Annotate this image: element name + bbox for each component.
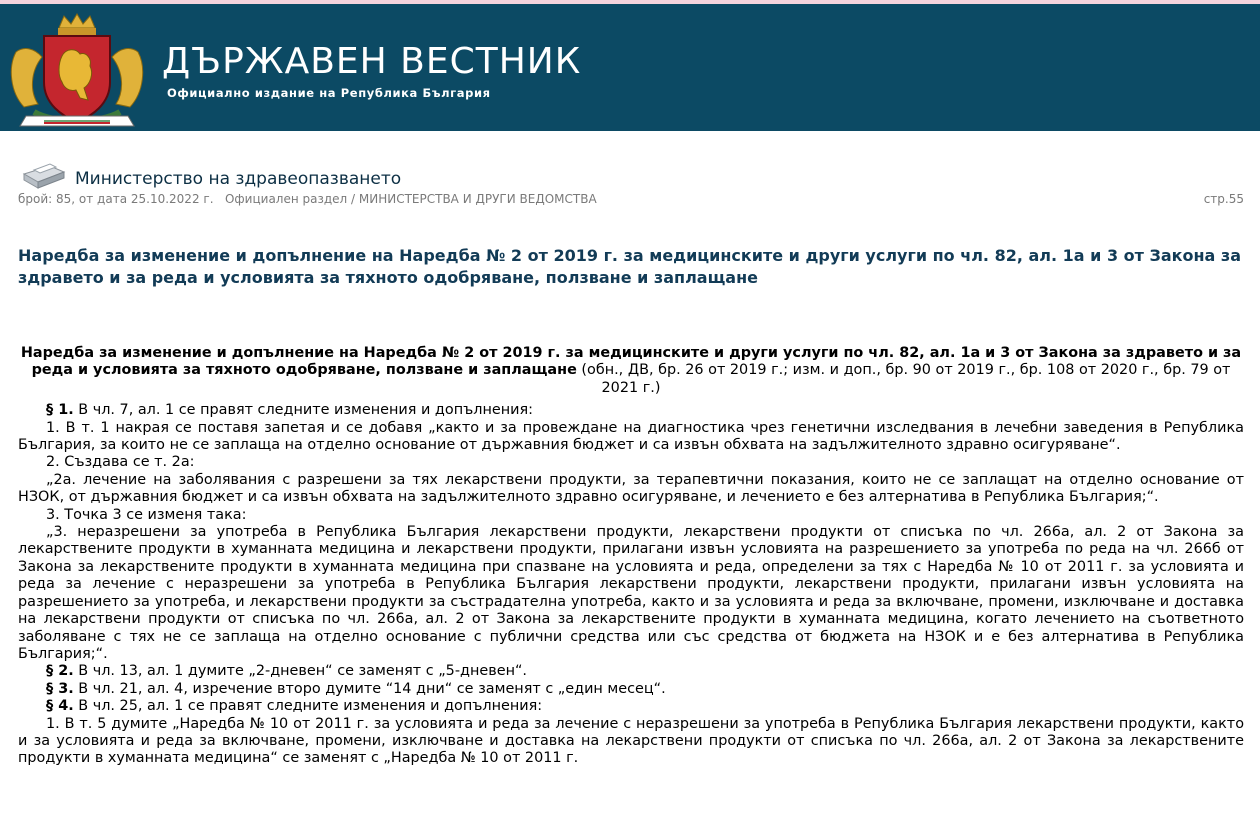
section-marker: § 1.: [46, 402, 74, 419]
section-marker: § 4.: [46, 698, 74, 715]
paragraph-text: В чл. 13, ал. 1 думите „2-дневен“ се заменят с „5-дневен“.: [73, 663, 528, 680]
paragraph: [18, 698, 1244, 715]
site-title[interactable]: ДЪРЖАВЕН ВЕСТНИК: [162, 41, 582, 82]
document-body: [18, 345, 1244, 768]
paragraph: [18, 663, 1244, 680]
issue-meta: [18, 192, 1244, 208]
paragraph: [18, 472, 1244, 507]
institution-row: [20, 160, 620, 190]
paragraph-text: 2. Създава се т. 2а:: [46, 454, 195, 471]
issue-number: брой: 85, от дата 25.10.2022 г.: [18, 192, 214, 206]
section-marker: § 3.: [46, 680, 74, 697]
paragraph-list: [18, 402, 1244, 768]
paragraph: [18, 524, 1244, 663]
paragraph-text: „2а. лечение на заболявания с разрешени за тях лекарствени продукти, за терапевтични показания, които не се заплащат на отделно основание от НЗОК, от държавния бюджет и са извън обхвата на задължителното здравно осигуряване, и лечението е без алтернатива в Република България;“.: [18, 471, 1244, 506]
paragraph: [18, 681, 1244, 698]
paragraph: [18, 454, 1244, 471]
institution-name: Министерство на здравеопазването: [75, 169, 402, 189]
section-path: Официален раздел / МИНИСТЕРСТВА И ДРУГИ ВЕДОМСТВА: [224, 192, 597, 206]
paragraph-text: В чл. 25, ал. 1 се правят следните изменения и допълнения:: [73, 698, 543, 715]
paragraph-text: 1. В т. 5 думите „Наредба № 10 от 2011 г. за условията и реда за лечение с неразрешени за употреба в Република България лекарствени продукти, както и за условията и реда за включване, промени, изключване и доставка на лекарствени продукти от списъка по чл. 266а, ал. 2 от Закона за лекарствените продукти в хуманната медицина“ се заменят с „Наредба № 10 от 2011 г.: [18, 715, 1244, 767]
act-heading-amendments: (обн., ДВ, бр. 26 от 2019 г.; изм. и доп., бр. 90 от 2019 г., бр. 108 от 2020 г., бр. 79 от 2021 г.): [576, 362, 1231, 396]
act-heading-title: Наредба за изменение и допълнение на Наредба № 2 от 2019 г. за медицинските и други услуги по чл. 82, ал. 1а и 3 от Закона за здравето и за реда и условията за тяхното одобряване, ползване и заплащане: [20, 345, 1242, 379]
document-title: Наредба за изменение и допълнение на Наредба № 2 от 2019 г. за медицинските и други услуги по чл. 82, ал. 1а и 3 от Закона за здравето и за реда и условията за тяхното одобряване, ползване и заплащане: [18, 246, 1242, 287]
paragraph: [18, 420, 1244, 455]
coat-of-arms-icon: [4, 12, 150, 132]
printer-icon[interactable]: [20, 160, 66, 190]
section-marker: § 2.: [46, 663, 74, 680]
act-heading: [18, 345, 1244, 397]
paragraph-text: В чл. 21, ал. 4, изречение второ думите “14 дни“ се заменят с „един месец“.: [73, 680, 666, 697]
page-number: стр.55: [1203, 192, 1244, 206]
paragraph-text: В чл. 7, ал. 1 се правят следните изменения и допълнения:: [73, 402, 533, 419]
paragraph: [18, 402, 1244, 419]
site-header: [0, 4, 1260, 131]
paragraph-text: 3. Точка 3 се изменя така:: [46, 506, 247, 523]
site-subtitle: Официално издание на Република България: [167, 86, 491, 100]
paragraph: [18, 716, 1244, 768]
paragraph-text: „3. неразрешени за употреба в Република България лекарствени продукти, лекарствени продукти от списъка по чл. 266а, ал. 2 от Закона за лекарствените продукти в хуманната медицина и лекарствени продукти, прилагани извън условията на разрешението за употреба по реда на чл. 266б от Закона за лекарствените продукти в хуманната медицина при спазване на условията и реда, определени за тях с Наредба № 10 от 2011 г. за условията и реда за лечение с неразрешени за употреба в Република България лекарствени продукти, лекарствени продукти, прилагани извън условията на разрешението за употреба, и лекарствени продукти за състрадателна употреба, както и за условията и реда за включване, промени, изключване и доставка на лекарствени продукти от списъка по чл. 266а, ал. 2 от Закона за лекарствените продукти в хуманната медицина, когато лечението на съответното заболяване с тях не се заплаща на отделно основание с публични средства или със средства от бюджета на НЗОК и е без алтернатива в Република България;“.: [18, 524, 1244, 662]
paragraph: [18, 507, 1244, 524]
paragraph-text: 1. В т. 1 накрая се поставя запетая и се добавя „както и за провеждане на диагностика чрез генетични изследвания в лечебни заведения в Република България, за които не се заплаща на отделно основание от държавния бюджет и са извън обхвата на задължителното здравно осигуряване“.: [18, 419, 1244, 454]
